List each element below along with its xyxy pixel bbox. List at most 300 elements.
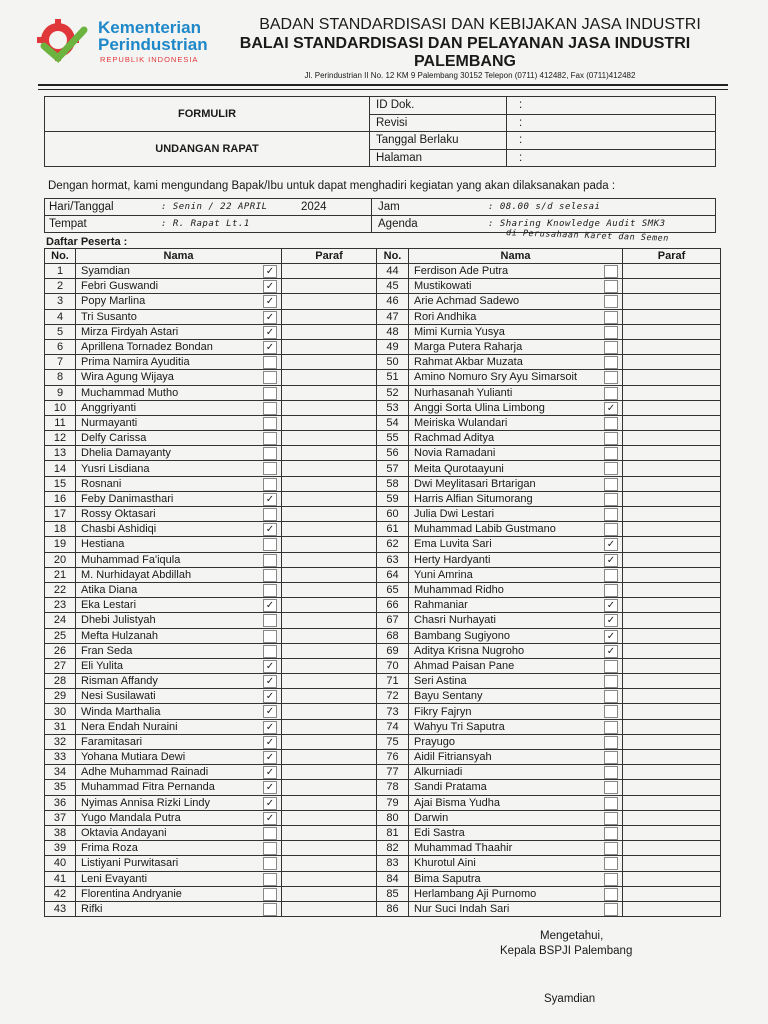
paraf-cell [282, 765, 377, 780]
row-number: 4 [45, 309, 76, 324]
attendance-checkbox[interactable] [604, 462, 618, 475]
attendance-checkbox[interactable] [604, 280, 618, 293]
row-number: 15 [45, 476, 76, 491]
attendance-checkbox[interactable]: ✓ [263, 751, 277, 764]
paraf-cell [282, 658, 377, 673]
attendance-checkbox[interactable]: ✓ [263, 705, 277, 718]
field-value: : [507, 97, 716, 115]
attendance-checkbox[interactable] [604, 690, 618, 703]
row-number: 27 [45, 658, 76, 673]
row-number: 46 [377, 294, 409, 309]
paraf-cell [282, 309, 377, 324]
participant-name: Mefta Hulzanah [76, 628, 282, 643]
col-name-right: Nama [409, 249, 623, 264]
table-row [45, 780, 721, 795]
attendance-checkbox[interactable] [604, 584, 618, 597]
attendance-checkbox[interactable] [604, 417, 618, 430]
attendance-checkbox[interactable] [604, 766, 618, 779]
attendance-checkbox[interactable] [604, 705, 618, 718]
paraf-cell [282, 370, 377, 385]
participant-name: Amino Nomuro Sry Ayu Simarsoit [409, 370, 623, 385]
place-label: Tempat [45, 216, 162, 233]
participant-name: Chasri Nurhayati ✓ [409, 613, 623, 628]
participant-name: Nurmayanti [76, 415, 282, 430]
table-row [45, 613, 721, 628]
table-row [45, 385, 721, 400]
participant-name: Herlambang Aji Purnomo [409, 886, 623, 901]
attendance-checkbox[interactable] [604, 903, 618, 916]
row-number: 75 [377, 734, 409, 749]
paraf-cell [623, 674, 721, 689]
participant-name: Faramitasari ✓ [76, 734, 282, 749]
participant-name: Khurotul Aini [409, 856, 623, 871]
attendance-checkbox[interactable] [263, 432, 277, 445]
paraf-cell [282, 355, 377, 370]
paraf-cell [623, 734, 721, 749]
attendance-checkbox[interactable] [604, 326, 618, 339]
paraf-cell [282, 780, 377, 795]
attendance-checkbox[interactable] [604, 265, 618, 278]
paraf-cell [623, 658, 721, 673]
attendance-checkbox[interactable] [263, 842, 277, 855]
participant-name: Delfy Carissa [76, 431, 282, 446]
paraf-cell [282, 264, 377, 279]
row-number: 14 [45, 461, 76, 476]
participant-name: Dhebi Julistyah [76, 613, 282, 628]
row-number: 16 [45, 491, 76, 506]
attendance-checkbox[interactable] [263, 888, 277, 901]
row-number: 55 [377, 431, 409, 446]
paraf-cell [282, 598, 377, 613]
attendance-checkbox[interactable]: ✓ [263, 721, 277, 734]
paraf-cell [282, 674, 377, 689]
participant-name: Prayugo [409, 734, 623, 749]
paraf-cell [282, 841, 377, 856]
signature-name: Syamdian [544, 993, 596, 1005]
attendance-checkbox[interactable] [604, 356, 618, 369]
attendance-checkbox[interactable] [604, 857, 618, 870]
participant-name: Fran Seda [76, 643, 282, 658]
paraf-cell [623, 841, 721, 856]
table-row [45, 674, 721, 689]
table-row [45, 886, 721, 901]
attendance-checkbox[interactable]: ✓ [263, 295, 277, 308]
participant-name: Fikry Fajryn [409, 704, 623, 719]
participant-name: Leni Evayanti [76, 871, 282, 886]
attendance-checkbox[interactable]: ✓ [263, 311, 277, 324]
paraf-cell [282, 461, 377, 476]
row-number: 25 [45, 628, 76, 643]
attendance-checkbox[interactable] [263, 478, 277, 491]
table-row [45, 689, 721, 704]
attendance-checkbox[interactable] [604, 736, 618, 749]
participant-name: Aidil Fitriansyah [409, 750, 623, 765]
attendance-checkbox[interactable] [604, 371, 618, 384]
participant-name: Yuni Amrina [409, 567, 623, 582]
col-no-left: No. [45, 249, 76, 264]
paraf-cell [623, 461, 721, 476]
agenda-value: : Sharing Knowledge Audit SMK3 [488, 216, 716, 233]
form-header-table [44, 96, 716, 167]
attendance-checkbox[interactable] [604, 478, 618, 491]
row-number: 6 [45, 339, 76, 354]
paraf-cell [282, 446, 377, 461]
attendance-checkbox[interactable] [604, 295, 618, 308]
row-number: 51 [377, 370, 409, 385]
row-number: 28 [45, 674, 76, 689]
row-number: 7 [45, 355, 76, 370]
table-row [45, 476, 721, 491]
attendance-checkbox[interactable]: ✓ [263, 797, 277, 810]
paraf-cell [623, 522, 721, 537]
attendance-checkbox[interactable] [604, 493, 618, 506]
participant-name: Muhammad Labib Gustmano [409, 522, 623, 537]
attendance-checkbox[interactable]: ✓ [604, 630, 618, 643]
row-number: 70 [377, 658, 409, 673]
attendance-checkbox[interactable]: ✓ [263, 599, 277, 612]
participant-name: Chasbi Ashidiqi ✓ [76, 522, 282, 537]
row-number: 63 [377, 552, 409, 567]
row-number: 56 [377, 446, 409, 461]
table-row [45, 446, 721, 461]
attendance-checkbox[interactable] [604, 341, 618, 354]
row-number: 38 [45, 825, 76, 840]
participant-name: Aprillena Tornadez Bondan ✓ [76, 339, 282, 354]
row-number: 37 [45, 810, 76, 825]
row-number: 62 [377, 537, 409, 552]
paraf-cell [623, 431, 721, 446]
row-number: 78 [377, 780, 409, 795]
attendance-checkbox[interactable] [604, 751, 618, 764]
paraf-cell [282, 582, 377, 597]
participant-name: Frima Roza [76, 841, 282, 856]
attendance-checkbox[interactable]: ✓ [604, 645, 618, 658]
attendance-checkbox[interactable] [263, 645, 277, 658]
participant-name: Rifki [76, 901, 282, 916]
table-row [45, 294, 721, 309]
attendance-checkbox[interactable] [604, 387, 618, 400]
attendance-checkbox[interactable] [604, 888, 618, 901]
attendance-checkbox[interactable] [263, 402, 277, 415]
table-row [45, 901, 721, 916]
attendance-checkbox[interactable] [604, 873, 618, 886]
table-row [45, 841, 721, 856]
ministry-logo-icon [36, 16, 96, 68]
col-no-right: No. [377, 249, 409, 264]
row-number: 57 [377, 461, 409, 476]
paraf-cell [282, 856, 377, 871]
paraf-cell [623, 628, 721, 643]
col-paraf-left: Paraf [282, 249, 377, 264]
paraf-cell [282, 643, 377, 658]
attendance-checkbox[interactable] [604, 827, 618, 840]
row-number: 81 [377, 825, 409, 840]
participant-name: Yohana Mutiara Dewi ✓ [76, 750, 282, 765]
attendance-checkbox[interactable] [604, 447, 618, 460]
attendance-checkbox[interactable] [263, 447, 277, 460]
table-row [45, 795, 721, 810]
table-row [45, 628, 721, 643]
row-number: 23 [45, 598, 76, 613]
attendance-checkbox[interactable] [263, 554, 277, 567]
attendance-checkbox[interactable]: ✓ [263, 675, 277, 688]
row-number: 65 [377, 582, 409, 597]
attendance-checkbox[interactable] [263, 857, 277, 870]
attendance-checkbox[interactable] [263, 873, 277, 886]
row-number: 36 [45, 795, 76, 810]
attendance-checkbox[interactable]: ✓ [604, 599, 618, 612]
attendance-checkbox[interactable] [604, 842, 618, 855]
attendance-checkbox[interactable] [604, 432, 618, 445]
attendance-checkbox[interactable] [263, 508, 277, 521]
participant-name: Ahmad Paisan Pane [409, 658, 623, 673]
attendance-checkbox[interactable]: ✓ [263, 493, 277, 506]
meeting-info-table [44, 198, 716, 233]
participant-name: Muhammad Thaahir [409, 841, 623, 856]
row-number: 19 [45, 537, 76, 552]
participant-name: Anggriyanti [76, 400, 282, 415]
paraf-cell [623, 324, 721, 339]
participant-name: Seri Astina [409, 674, 623, 689]
attendance-checkbox[interactable] [263, 584, 277, 597]
participants-table [44, 248, 721, 917]
table-row [45, 734, 721, 749]
participant-name: Ajai Bisma Yudha [409, 795, 623, 810]
table-row [45, 582, 721, 597]
paraf-cell [282, 628, 377, 643]
paraf-cell [623, 491, 721, 506]
participant-name: Julia Dwi Lestari [409, 507, 623, 522]
row-number: 41 [45, 871, 76, 886]
participant-name: Alkurniadi [409, 765, 623, 780]
row-number: 9 [45, 385, 76, 400]
paraf-cell [623, 856, 721, 871]
attendance-checkbox[interactable]: ✓ [604, 614, 618, 627]
row-number: 17 [45, 507, 76, 522]
attendance-checkbox[interactable]: ✓ [263, 265, 277, 278]
attendance-checkbox[interactable]: ✓ [263, 781, 277, 794]
row-number: 47 [377, 309, 409, 324]
paraf-cell [282, 825, 377, 840]
paraf-cell [282, 567, 377, 582]
row-number: 86 [377, 901, 409, 916]
row-number: 34 [45, 765, 76, 780]
row-number: 66 [377, 598, 409, 613]
intro-text: Dengan hormat, kami mengundang Bapak/Ibu untuk dapat menghadiri kegiatan yang akan dilaksanakan pada : [48, 180, 616, 192]
paraf-cell [623, 613, 721, 628]
row-number: 79 [377, 795, 409, 810]
row-number: 71 [377, 674, 409, 689]
field-label: Tanggal Berlaku [370, 132, 507, 150]
attendance-checkbox[interactable] [263, 630, 277, 643]
participant-name: Feby Danimasthari ✓ [76, 491, 282, 506]
attendance-checkbox[interactable]: ✓ [263, 766, 277, 779]
attendance-checkbox[interactable] [604, 311, 618, 324]
attendance-checkbox[interactable] [263, 903, 277, 916]
attendance-checkbox[interactable]: ✓ [263, 690, 277, 703]
attendance-checkbox[interactable]: ✓ [263, 736, 277, 749]
row-number: 73 [377, 704, 409, 719]
attendance-checkbox[interactable] [263, 387, 277, 400]
attendance-checkbox[interactable] [604, 675, 618, 688]
paraf-cell [623, 279, 721, 294]
row-number: 77 [377, 765, 409, 780]
attendance-checkbox[interactable] [604, 508, 618, 521]
row-number: 22 [45, 582, 76, 597]
attendance-checkbox[interactable] [604, 660, 618, 673]
table-row [45, 370, 721, 385]
agency-name: BADAN STANDARDISASI DAN KEBIJAKAN JASA INDUSTRI [259, 16, 701, 33]
participant-name: Eli Yulita ✓ [76, 658, 282, 673]
paraf-cell [623, 552, 721, 567]
paraf-cell [623, 567, 721, 582]
participant-name: Adhe Muhammad Rainadi ✓ [76, 765, 282, 780]
table-row [45, 871, 721, 886]
row-number: 24 [45, 613, 76, 628]
office-address: Jl. Perindustrian II No. 12 KM 9 Palembang 30152 Telepon (0711) 412482, Fax (0711)412482 [304, 71, 636, 80]
field-value: : [507, 132, 716, 150]
attendance-checkbox[interactable] [604, 797, 618, 810]
office-name: BALAI STANDARDISASI DAN PELAYANAN JASA INDUSTRI [239, 35, 691, 52]
row-number: 74 [377, 719, 409, 734]
attendance-checkbox[interactable] [263, 614, 277, 627]
paraf-cell [623, 704, 721, 719]
table-row [45, 339, 721, 354]
paraf-cell [623, 719, 721, 734]
attendance-checkbox[interactable] [604, 569, 618, 582]
participant-name: Bima Saputra [409, 871, 623, 886]
attendance-checkbox[interactable] [604, 781, 618, 794]
participant-name: Ema Luvita Sari ✓ [409, 537, 623, 552]
row-number: 30 [45, 704, 76, 719]
participant-name: Anggi Sorta Ulina Limbong ✓ [409, 400, 623, 415]
row-number: 58 [377, 476, 409, 491]
participant-name: Aditya Krisna Nugroho ✓ [409, 643, 623, 658]
table-row [45, 355, 721, 370]
participant-name: Bambang Sugiyono ✓ [409, 628, 623, 643]
office-city: PALEMBANG [414, 53, 516, 70]
attendance-checkbox[interactable] [604, 523, 618, 536]
participant-name: Muhammad Ridho [409, 582, 623, 597]
participant-name: Tri Susanto ✓ [76, 309, 282, 324]
row-number: 43 [45, 901, 76, 916]
attendance-checkbox[interactable] [263, 569, 277, 582]
paraf-cell [623, 598, 721, 613]
participant-name: Dhelia Damayanty [76, 446, 282, 461]
col-paraf-right: Paraf [623, 249, 721, 264]
participant-name: Mimi Kurnia Yusya [409, 324, 623, 339]
row-number: 83 [377, 856, 409, 871]
paraf-cell [282, 522, 377, 537]
row-number: 49 [377, 339, 409, 354]
paraf-cell [623, 582, 721, 597]
row-number: 48 [377, 324, 409, 339]
participant-name: Yugo Mandala Putra ✓ [76, 810, 282, 825]
attendance-checkbox[interactable]: ✓ [604, 402, 618, 415]
paraf-cell [282, 719, 377, 734]
paraf-cell [282, 339, 377, 354]
attendance-checkbox[interactable] [263, 371, 277, 384]
table-row [45, 264, 721, 279]
table-row [45, 491, 721, 506]
participant-name: Florentina Andryanie [76, 886, 282, 901]
participant-name: Prima Namira Ayuditia [76, 355, 282, 370]
field-label: ID Dok. [370, 97, 507, 115]
attendance-checkbox[interactable]: ✓ [263, 280, 277, 293]
attendance-checkbox[interactable] [263, 417, 277, 430]
table-row [45, 324, 721, 339]
attendance-checkbox[interactable] [263, 356, 277, 369]
paraf-cell [282, 400, 377, 415]
logo-line-2: Perindustrian [98, 35, 208, 54]
paraf-cell [623, 886, 721, 901]
row-number: 35 [45, 780, 76, 795]
attendance-checkbox[interactable]: ✓ [263, 523, 277, 536]
header-divider-thin [38, 89, 728, 90]
participant-name: Atika Diana [76, 582, 282, 597]
row-number: 3 [45, 294, 76, 309]
paraf-cell [623, 309, 721, 324]
table-row [45, 750, 721, 765]
row-number: 67 [377, 613, 409, 628]
paraf-cell [623, 446, 721, 461]
participant-name: M. Nurhidayat Abdillah [76, 567, 282, 582]
participant-name: Nesi Susilawati ✓ [76, 689, 282, 704]
paraf-cell [282, 704, 377, 719]
attendance-checkbox[interactable]: ✓ [263, 660, 277, 673]
paraf-cell [282, 507, 377, 522]
logo-subtitle: REPUBLIK INDONESIA [100, 55, 199, 64]
participant-name: Hestiana [76, 537, 282, 552]
paraf-cell [282, 795, 377, 810]
paraf-cell [282, 750, 377, 765]
table-row [45, 658, 721, 673]
paraf-cell [623, 355, 721, 370]
row-number: 64 [377, 567, 409, 582]
paraf-cell [623, 370, 721, 385]
participant-name: Wira Agung Wijaya [76, 370, 282, 385]
paraf-cell [282, 734, 377, 749]
row-number: 50 [377, 355, 409, 370]
attendance-checkbox[interactable] [263, 462, 277, 475]
table-row [45, 552, 721, 567]
attendance-checkbox[interactable]: ✓ [604, 538, 618, 551]
participant-name: Ferdison Ade Putra [409, 264, 623, 279]
attendance-checkbox[interactable]: ✓ [263, 341, 277, 354]
form-title: FORMULIR [45, 97, 370, 132]
paraf-cell [282, 871, 377, 886]
attendance-checkbox[interactable] [263, 827, 277, 840]
participant-name: Bayu Sentany [409, 689, 623, 704]
attendance-checkbox[interactable] [604, 721, 618, 734]
paraf-cell [623, 385, 721, 400]
attendance-checkbox[interactable]: ✓ [604, 554, 618, 567]
row-number: 85 [377, 886, 409, 901]
participant-name: Popy Marlina ✓ [76, 294, 282, 309]
attendance-checkbox[interactable] [263, 538, 277, 551]
row-number: 33 [45, 750, 76, 765]
attendance-checkbox[interactable]: ✓ [263, 812, 277, 825]
attendance-checkbox[interactable] [604, 812, 618, 825]
table-row [45, 461, 721, 476]
paraf-cell [623, 795, 721, 810]
attendance-checkbox[interactable]: ✓ [263, 326, 277, 339]
table-row [45, 431, 721, 446]
row-number: 32 [45, 734, 76, 749]
participant-name: Syamdian ✓ [76, 264, 282, 279]
row-number: 80 [377, 810, 409, 825]
table-row [45, 522, 721, 537]
